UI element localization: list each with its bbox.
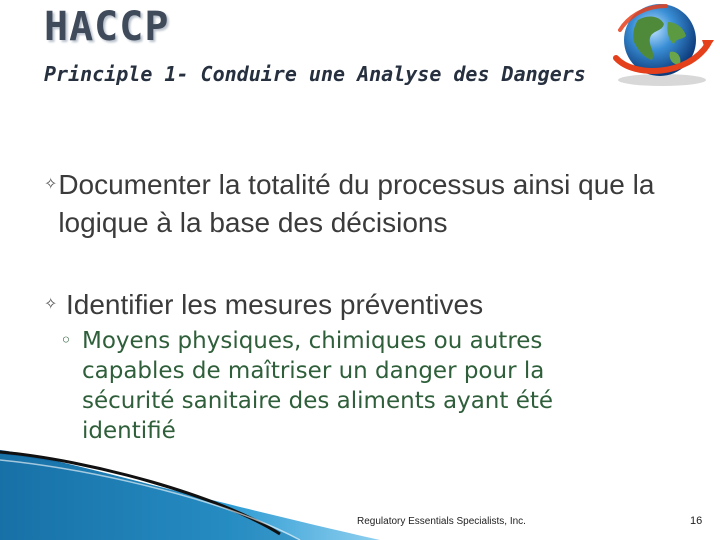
circle-bullet-icon: ◦ — [60, 328, 72, 352]
slide-subtitle: Principle 1- Conduire une Analyse des Dangers — [44, 62, 586, 86]
page-number: 16 — [690, 515, 703, 527]
bullet-item-2 — [44, 286, 704, 324]
bullet-item-1 — [44, 166, 704, 242]
sub-bullet-text-1: Moyens physiques, chimiques ou autres capables de maîtriser un danger pour la sécurité sanitaire des aliments ayant été identifié — [82, 328, 554, 444]
slide-title: HACCP — [44, 4, 170, 50]
sub-bullet-item-1 — [60, 326, 640, 446]
globe-icon — [604, 0, 716, 88]
footer-organization: Regulatory Essentials Specialists, Inc. — [357, 516, 526, 527]
sparkle-bullet-icon: ✧ — [44, 174, 58, 193]
blue-swoosh-decoration — [0, 450, 380, 540]
bullet-text-2: Identifier les mesures préventives — [66, 289, 484, 320]
bullet-text-1: Documenter la totalité du processus ainsi que la logique à la base des décisions — [58, 169, 655, 238]
sparkle-bullet-icon: ✧ — [44, 294, 58, 313]
